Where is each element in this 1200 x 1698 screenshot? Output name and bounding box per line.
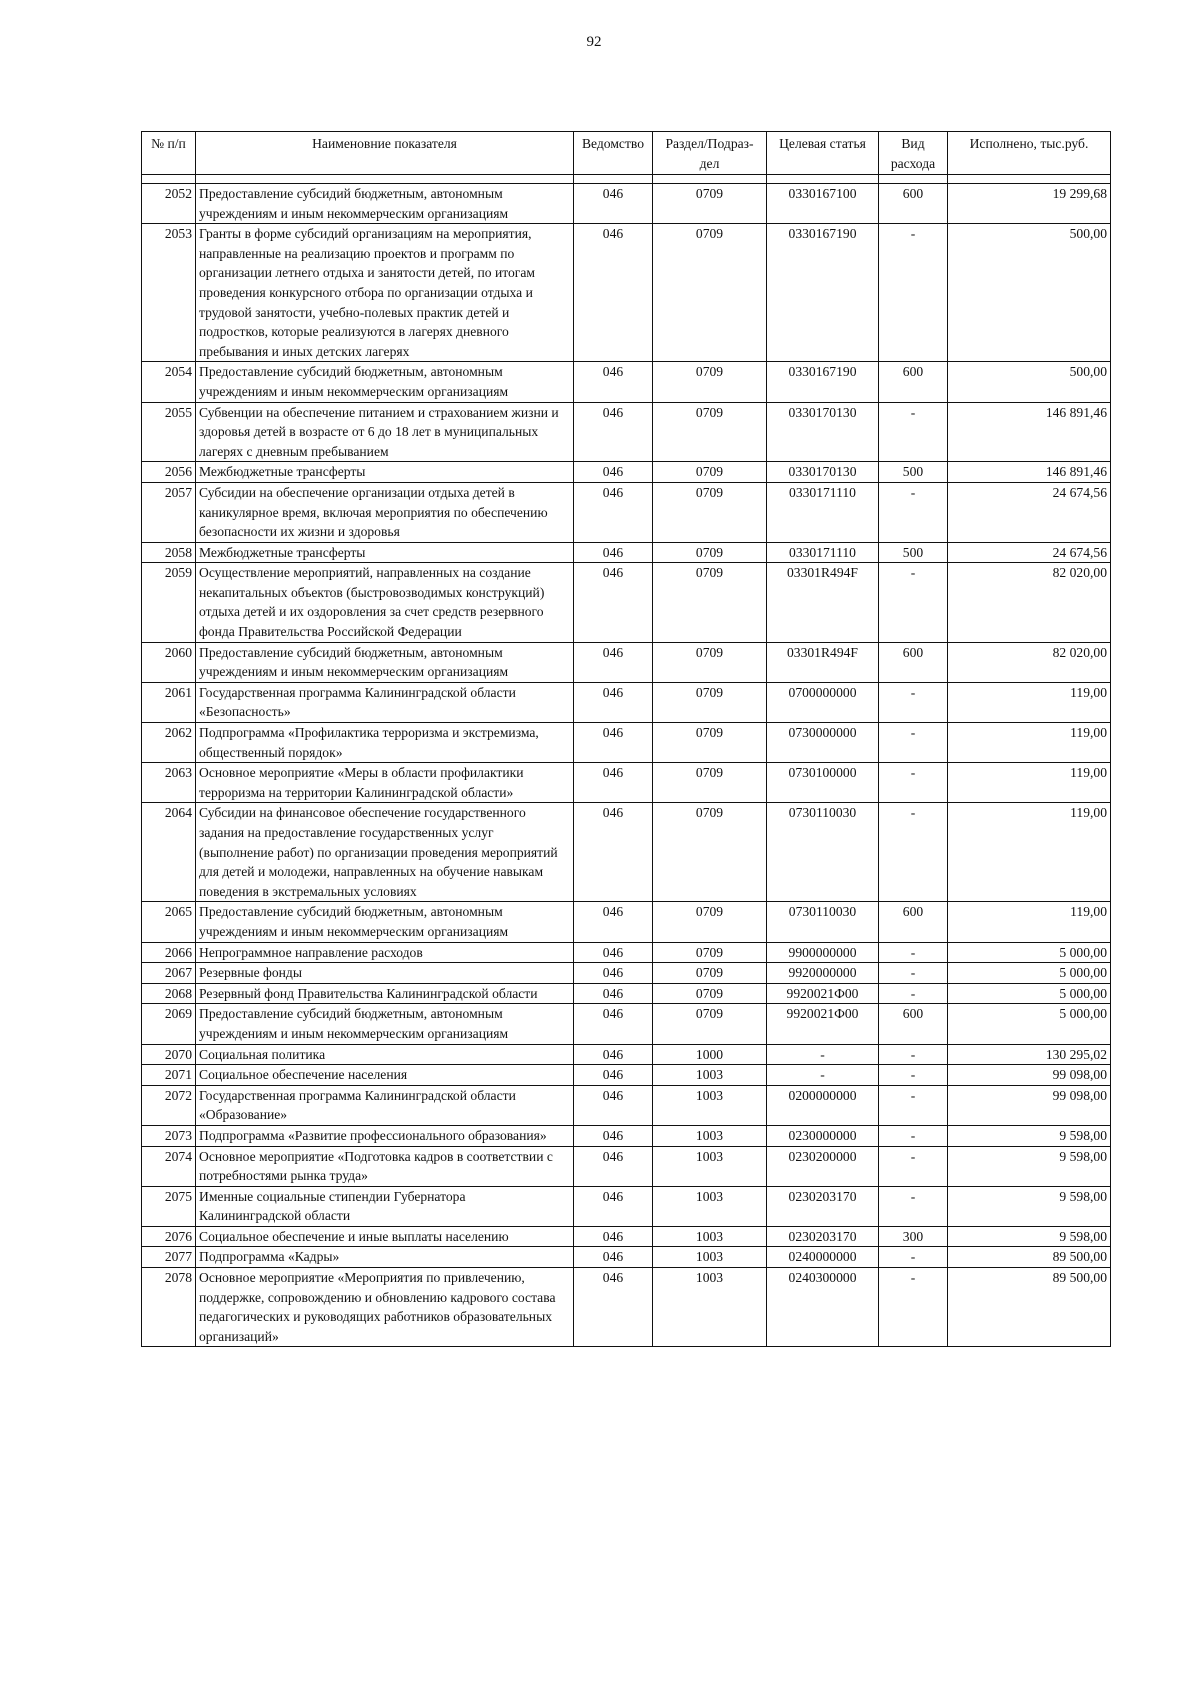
row-dept: 046 bbox=[574, 1085, 653, 1125]
row-section: 0709 bbox=[653, 942, 767, 963]
row-amount: 130 295,02 bbox=[948, 1044, 1111, 1065]
row-name: Социальное обеспечение населения bbox=[196, 1065, 574, 1086]
row-number: 2052 bbox=[142, 184, 196, 224]
row-type: - bbox=[879, 1065, 948, 1086]
row-section: 0709 bbox=[653, 482, 767, 542]
row-type: 600 bbox=[879, 1004, 948, 1044]
row-article: 0330167190 bbox=[767, 362, 879, 402]
header-type: Вид расхода bbox=[879, 132, 948, 175]
row-article: 0330170130 bbox=[767, 402, 879, 462]
row-number: 2053 bbox=[142, 224, 196, 362]
row-number: 2069 bbox=[142, 1004, 196, 1044]
row-name: Государственная программа Калининградской области «Безопасность» bbox=[196, 682, 574, 722]
header-article: Целевая статья bbox=[767, 132, 879, 175]
row-dept: 046 bbox=[574, 482, 653, 542]
table-row bbox=[142, 1247, 1111, 1268]
row-number: 2060 bbox=[142, 642, 196, 682]
row-name: Непрограммное направление расходов bbox=[196, 942, 574, 963]
row-name: Субсидии на финансовое обеспечение государственного задания на предоставление государственных услуг (выполнение работ) по организации проведения мероприятий для детей и молодежи, направленных на обучение навыкам поведения в экстремальных условиях bbox=[196, 803, 574, 902]
row-name: Гранты в форме субсидий организациям на мероприятия, направленные на реализацию проектов и программ по организации летнего отдыха и занятости детей, по итогам проведения конкурсного отбора по организации отдыха и трудовой занятости, учебно-полевых практик детей и подростков, которые реализуются в лагерях дневного пребывания и иных детских лагерях bbox=[196, 224, 574, 362]
row-dept: 046 bbox=[574, 1044, 653, 1065]
header-name: Наименовние показателя bbox=[196, 132, 574, 175]
row-name: Подпрограмма «Развитие профессионального образования» bbox=[196, 1125, 574, 1146]
row-amount: 24 674,56 bbox=[948, 542, 1111, 563]
row-type: - bbox=[879, 723, 948, 763]
row-article: 0330167190 bbox=[767, 224, 879, 362]
header-amount: Исполнено, тыс.руб. bbox=[948, 132, 1111, 175]
row-section: 0709 bbox=[653, 542, 767, 563]
row-number: 2065 bbox=[142, 902, 196, 942]
row-dept: 046 bbox=[574, 462, 653, 483]
budget-table bbox=[141, 131, 1111, 1347]
row-amount: 146 891,46 bbox=[948, 402, 1111, 462]
row-number: 2071 bbox=[142, 1065, 196, 1086]
table-row bbox=[142, 1085, 1111, 1125]
row-name: Предоставление субсидий бюджетным, автономным учреждениям и иным некоммерческим организациям bbox=[196, 902, 574, 942]
row-section: 1003 bbox=[653, 1085, 767, 1125]
row-type: - bbox=[879, 803, 948, 902]
row-article: 03301R494F bbox=[767, 563, 879, 642]
row-section: 0709 bbox=[653, 983, 767, 1004]
row-article: 0230203170 bbox=[767, 1186, 879, 1226]
row-name: Государственная программа Калининградской области «Образование» bbox=[196, 1085, 574, 1125]
header-dept: Ведомство bbox=[574, 132, 653, 175]
row-type: - bbox=[879, 942, 948, 963]
row-section: 1003 bbox=[653, 1226, 767, 1247]
row-section: 0709 bbox=[653, 402, 767, 462]
row-type: - bbox=[879, 1044, 948, 1065]
table-row bbox=[142, 723, 1111, 763]
row-type: - bbox=[879, 983, 948, 1004]
row-section: 0709 bbox=[653, 362, 767, 402]
table-row bbox=[142, 983, 1111, 1004]
row-article: 0240000000 bbox=[767, 1247, 879, 1268]
row-section: 0709 bbox=[653, 902, 767, 942]
row-number: 2078 bbox=[142, 1268, 196, 1347]
row-article: 0230200000 bbox=[767, 1146, 879, 1186]
row-article: 0730110030 bbox=[767, 803, 879, 902]
row-number: 2061 bbox=[142, 682, 196, 722]
row-type: - bbox=[879, 563, 948, 642]
row-type: - bbox=[879, 682, 948, 722]
row-name: Межбюджетные трансферты bbox=[196, 462, 574, 483]
row-number: 2062 bbox=[142, 723, 196, 763]
row-section: 0709 bbox=[653, 642, 767, 682]
row-amount: 500,00 bbox=[948, 224, 1111, 362]
row-section: 0709 bbox=[653, 184, 767, 224]
row-article: 0330167100 bbox=[767, 184, 879, 224]
row-type: - bbox=[879, 1247, 948, 1268]
row-number: 2058 bbox=[142, 542, 196, 563]
table-row bbox=[142, 1044, 1111, 1065]
row-article: 0330170130 bbox=[767, 462, 879, 483]
row-name: Именные социальные стипендии Губернатора Калининградской области bbox=[196, 1186, 574, 1226]
row-amount: 99 098,00 bbox=[948, 1065, 1111, 1086]
row-name: Предоставление субсидий бюджетным, автономным учреждениям и иным некоммерческим организациям bbox=[196, 1004, 574, 1044]
row-section: 0709 bbox=[653, 563, 767, 642]
row-amount: 82 020,00 bbox=[948, 642, 1111, 682]
row-type: 600 bbox=[879, 184, 948, 224]
row-name: Социальное обеспечение и иные выплаты населению bbox=[196, 1226, 574, 1247]
row-number: 2055 bbox=[142, 402, 196, 462]
row-type: - bbox=[879, 402, 948, 462]
row-amount: 9 598,00 bbox=[948, 1186, 1111, 1226]
row-type: - bbox=[879, 1268, 948, 1347]
table-row bbox=[142, 803, 1111, 902]
row-type: - bbox=[879, 224, 948, 362]
table-row bbox=[142, 1268, 1111, 1347]
table-row bbox=[142, 1004, 1111, 1044]
row-type: - bbox=[879, 482, 948, 542]
row-amount: 99 098,00 bbox=[948, 1085, 1111, 1125]
row-dept: 046 bbox=[574, 563, 653, 642]
row-number: 2077 bbox=[142, 1247, 196, 1268]
row-dept: 046 bbox=[574, 642, 653, 682]
row-name: Предоставление субсидий бюджетным, автономным учреждениям и иным некоммерческим организациям bbox=[196, 184, 574, 224]
row-dept: 046 bbox=[574, 723, 653, 763]
row-article: 0730000000 bbox=[767, 723, 879, 763]
row-name: Резервный фонд Правительства Калининградской области bbox=[196, 983, 574, 1004]
row-amount: 5 000,00 bbox=[948, 1004, 1111, 1044]
row-article: 0240300000 bbox=[767, 1268, 879, 1347]
row-type: - bbox=[879, 1085, 948, 1125]
row-type: - bbox=[879, 763, 948, 803]
row-dept: 046 bbox=[574, 1186, 653, 1226]
row-number: 2072 bbox=[142, 1085, 196, 1125]
row-name: Предоставление субсидий бюджетным, автономным учреждениям и иным некоммерческим организациям bbox=[196, 362, 574, 402]
table-row bbox=[142, 462, 1111, 483]
row-section: 0709 bbox=[653, 963, 767, 984]
row-number: 2070 bbox=[142, 1044, 196, 1065]
row-dept: 046 bbox=[574, 402, 653, 462]
table-row bbox=[142, 902, 1111, 942]
row-amount: 5 000,00 bbox=[948, 942, 1111, 963]
row-amount: 89 500,00 bbox=[948, 1268, 1111, 1347]
row-name: Подпрограмма «Профилактика терроризма и экстремизма, общественный порядок» bbox=[196, 723, 574, 763]
row-number: 2067 bbox=[142, 963, 196, 984]
row-article: 0330171110 bbox=[767, 542, 879, 563]
row-section: 0709 bbox=[653, 1004, 767, 1044]
row-section: 1000 bbox=[653, 1044, 767, 1065]
row-section: 1003 bbox=[653, 1247, 767, 1268]
row-section: 1003 bbox=[653, 1268, 767, 1347]
row-type: - bbox=[879, 1146, 948, 1186]
row-name: Подпрограмма «Кадры» bbox=[196, 1247, 574, 1268]
row-name: Основное мероприятие «Подготовка кадров в соответствии с потребностями рынка труда» bbox=[196, 1146, 574, 1186]
row-number: 2063 bbox=[142, 763, 196, 803]
row-amount: 119,00 bbox=[948, 803, 1111, 902]
table-row bbox=[142, 682, 1111, 722]
row-dept: 046 bbox=[574, 362, 653, 402]
row-type: - bbox=[879, 1125, 948, 1146]
row-dept: 046 bbox=[574, 963, 653, 984]
row-amount: 119,00 bbox=[948, 902, 1111, 942]
row-amount: 19 299,68 bbox=[948, 184, 1111, 224]
row-dept: 046 bbox=[574, 1268, 653, 1347]
row-amount: 119,00 bbox=[948, 763, 1111, 803]
row-name: Основное мероприятие «Мероприятия по привлечению, поддержке, сопровождению и обновлению кадрового состава педагогических и руководящих работников образовательных организаций» bbox=[196, 1268, 574, 1347]
table-row bbox=[142, 482, 1111, 542]
row-name: Предоставление субсидий бюджетным, автономным учреждениям и иным некоммерческим организациям bbox=[196, 642, 574, 682]
row-type: - bbox=[879, 1186, 948, 1226]
row-section: 0709 bbox=[653, 462, 767, 483]
table-row bbox=[142, 542, 1111, 563]
table-row bbox=[142, 402, 1111, 462]
row-dept: 046 bbox=[574, 803, 653, 902]
row-amount: 119,00 bbox=[948, 682, 1111, 722]
row-type: - bbox=[879, 963, 948, 984]
row-article: 0700000000 bbox=[767, 682, 879, 722]
row-amount: 9 598,00 bbox=[948, 1146, 1111, 1186]
row-amount: 146 891,46 bbox=[948, 462, 1111, 483]
row-amount: 24 674,56 bbox=[948, 482, 1111, 542]
row-number: 2076 bbox=[142, 1226, 196, 1247]
row-type: 600 bbox=[879, 902, 948, 942]
table-row bbox=[142, 362, 1111, 402]
row-section: 0709 bbox=[653, 803, 767, 902]
row-name: Субсидии на обеспечение организации отдыха детей в каникулярное время, включая мероприятия по обеспечению безопасности их жизни и здоровья bbox=[196, 482, 574, 542]
row-dept: 046 bbox=[574, 1125, 653, 1146]
row-dept: 046 bbox=[574, 1247, 653, 1268]
row-dept: 046 bbox=[574, 184, 653, 224]
row-section: 0709 bbox=[653, 224, 767, 362]
row-dept: 046 bbox=[574, 983, 653, 1004]
row-amount: 119,00 bbox=[948, 723, 1111, 763]
row-section: 0709 bbox=[653, 723, 767, 763]
page-number: 92 bbox=[586, 34, 602, 50]
row-section: 1003 bbox=[653, 1125, 767, 1146]
row-amount: 9 598,00 bbox=[948, 1125, 1111, 1146]
row-dept: 046 bbox=[574, 682, 653, 722]
row-amount: 500,00 bbox=[948, 362, 1111, 402]
row-type: 500 bbox=[879, 462, 948, 483]
row-article: 0230203170 bbox=[767, 1226, 879, 1247]
row-article: 9920021Ф00 bbox=[767, 983, 879, 1004]
table-row bbox=[142, 642, 1111, 682]
row-number: 2074 bbox=[142, 1146, 196, 1186]
row-section: 1003 bbox=[653, 1146, 767, 1186]
row-number: 2066 bbox=[142, 942, 196, 963]
row-article: 9920000000 bbox=[767, 963, 879, 984]
row-article: - bbox=[767, 1044, 879, 1065]
row-number: 2068 bbox=[142, 983, 196, 1004]
header-spacer-row bbox=[142, 175, 1111, 184]
row-name: Социальная политика bbox=[196, 1044, 574, 1065]
row-dept: 046 bbox=[574, 1146, 653, 1186]
row-name: Межбюджетные трансферты bbox=[196, 542, 574, 563]
row-number: 2064 bbox=[142, 803, 196, 902]
row-name: Субвенции на обеспечение питанием и страхованием жизни и здоровья детей в возрасте от 6 до 18 лет в муниципальных лагерях с дневным пребыванием bbox=[196, 402, 574, 462]
row-type: 600 bbox=[879, 362, 948, 402]
row-dept: 046 bbox=[574, 902, 653, 942]
row-name: Осуществление мероприятий, направленных на создание некапитальных объектов (быстровозводимых конструкций) отдыха детей и их оздоровления за счет средств резервного фонда Правительства Российской Федерации bbox=[196, 563, 574, 642]
row-name: Основное мероприятие «Меры в области профилактики терроризма на территории Калининградской области» bbox=[196, 763, 574, 803]
table-header-row bbox=[142, 132, 1111, 175]
table-row bbox=[142, 963, 1111, 984]
row-number: 2059 bbox=[142, 563, 196, 642]
row-article: 9920021Ф00 bbox=[767, 1004, 879, 1044]
row-article: 9900000000 bbox=[767, 942, 879, 963]
table-row bbox=[142, 763, 1111, 803]
table-body bbox=[142, 184, 1111, 1347]
row-type: 600 bbox=[879, 642, 948, 682]
header-num: № п/п bbox=[142, 132, 196, 175]
row-amount: 82 020,00 bbox=[948, 563, 1111, 642]
row-article: 0230000000 bbox=[767, 1125, 879, 1146]
row-number: 2056 bbox=[142, 462, 196, 483]
table-row bbox=[142, 184, 1111, 224]
table-row bbox=[142, 563, 1111, 642]
row-dept: 046 bbox=[574, 1004, 653, 1044]
row-number: 2054 bbox=[142, 362, 196, 402]
row-section: 1003 bbox=[653, 1065, 767, 1086]
row-name: Резервные фонды bbox=[196, 963, 574, 984]
row-section: 1003 bbox=[653, 1186, 767, 1226]
table-row bbox=[142, 224, 1111, 362]
row-dept: 046 bbox=[574, 542, 653, 563]
row-article: 0330171110 bbox=[767, 482, 879, 542]
row-section: 0709 bbox=[653, 682, 767, 722]
row-article: - bbox=[767, 1065, 879, 1086]
table-row bbox=[142, 1186, 1111, 1226]
row-section: 0709 bbox=[653, 763, 767, 803]
row-number: 2075 bbox=[142, 1186, 196, 1226]
row-article: 0200000000 bbox=[767, 1085, 879, 1125]
row-article: 0730100000 bbox=[767, 763, 879, 803]
row-dept: 046 bbox=[574, 224, 653, 362]
table-row bbox=[142, 1226, 1111, 1247]
row-type: 500 bbox=[879, 542, 948, 563]
row-dept: 046 bbox=[574, 1226, 653, 1247]
table-row bbox=[142, 1146, 1111, 1186]
row-article: 0730110030 bbox=[767, 902, 879, 942]
row-type: 300 bbox=[879, 1226, 948, 1247]
row-dept: 046 bbox=[574, 1065, 653, 1086]
table-row bbox=[142, 942, 1111, 963]
row-number: 2073 bbox=[142, 1125, 196, 1146]
row-number: 2057 bbox=[142, 482, 196, 542]
row-amount: 9 598,00 bbox=[948, 1226, 1111, 1247]
row-amount: 5 000,00 bbox=[948, 983, 1111, 1004]
row-dept: 046 bbox=[574, 763, 653, 803]
row-amount: 5 000,00 bbox=[948, 963, 1111, 984]
row-article: 03301R494F bbox=[767, 642, 879, 682]
table-row bbox=[142, 1125, 1111, 1146]
row-dept: 046 bbox=[574, 942, 653, 963]
row-amount: 89 500,00 bbox=[948, 1247, 1111, 1268]
table-row bbox=[142, 1065, 1111, 1086]
header-section: Раздел/Подраз-дел bbox=[653, 132, 767, 175]
